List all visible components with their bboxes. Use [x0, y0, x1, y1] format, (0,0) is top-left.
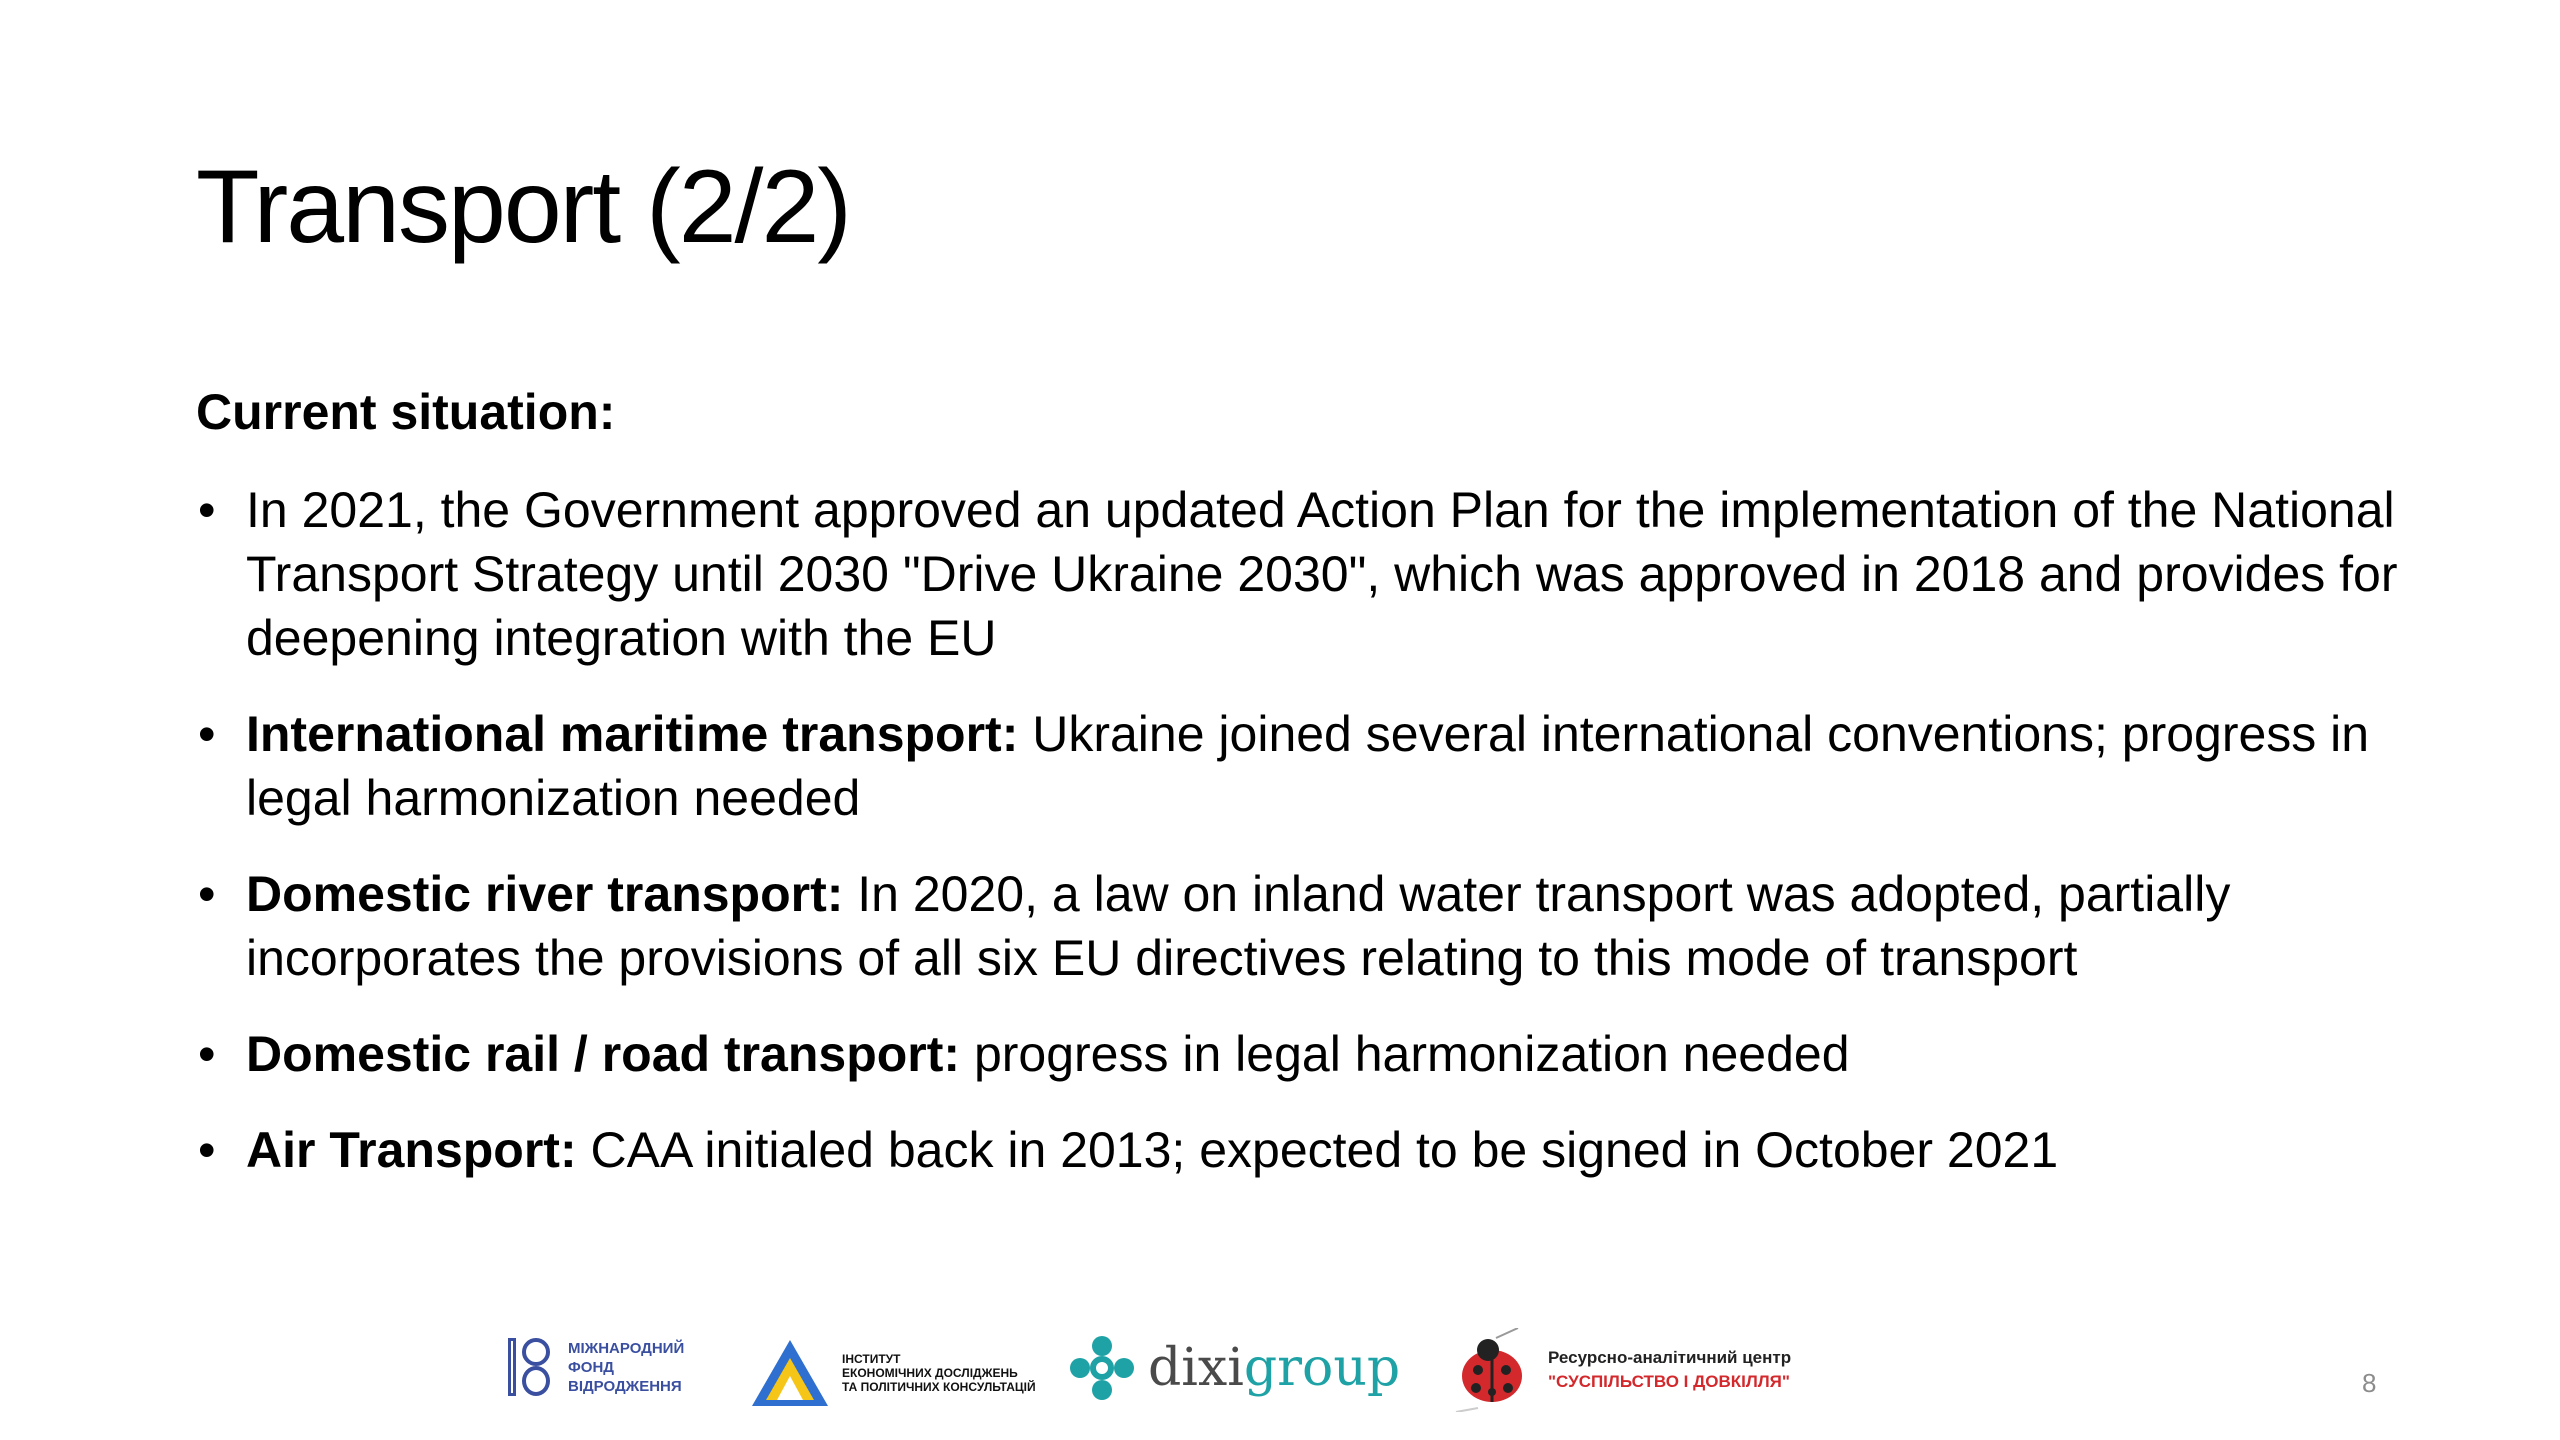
footer-logos — [0, 1320, 2560, 1420]
bullet-heading: International maritime transport: — [246, 706, 1019, 762]
irf-line: ВІДРОДЖЕННЯ — [568, 1377, 682, 1395]
irf-line: ФОНД — [568, 1358, 614, 1376]
ladybug-icon — [1448, 1328, 1536, 1412]
dixigroup-wordmark — [1148, 1338, 1400, 1398]
dixigroup-word-a: dixi — [1148, 1338, 1244, 1398]
ier-triangle-icon — [748, 1336, 832, 1410]
society-environment-logo — [1448, 1328, 1791, 1412]
society-environment-text — [1548, 1346, 1791, 1394]
slide-title: Transport (2/2) — [196, 149, 850, 265]
irf-line: МІЖНАРОДНИЙ — [568, 1339, 685, 1357]
ier-line: ЕКОНОМІЧНИХ ДОСЛІДЖЕНЬ — [842, 1366, 1018, 1380]
bullet-text: Ukraine joined several international conventions; progress in legal harmonization needed — [246, 706, 2370, 826]
irf-logo — [508, 1338, 684, 1396]
irf-logo-text — [568, 1339, 684, 1396]
dixigroup-mark-icon — [1066, 1332, 1138, 1404]
bullet-heading: Domestic rail / road transport: — [246, 1026, 961, 1082]
ier-logo — [748, 1336, 1036, 1410]
bullet-text: CAA initialed back in 2013; expected to be signed in October 2021 — [576, 1122, 2059, 1178]
bullet-item — [196, 702, 2426, 830]
bullet-item — [196, 1022, 2426, 1086]
bullet-item — [196, 1118, 2426, 1182]
section-subheading: Current situation: — [196, 384, 616, 440]
bullet-item — [196, 862, 2426, 990]
bullet-marker: • — [198, 1026, 216, 1082]
bullet-list — [196, 478, 2426, 1214]
ier-line: ТА ПОЛІТИЧНИХ КОНСУЛЬТАЦІЙ — [842, 1380, 1036, 1394]
bullet-text: In 2020, a law on inland water transport was adopted, partially incorporates the provisions of all six EU directives relating to this mode of transport — [246, 866, 2231, 986]
bullet-text: progress in legal harmonization needed — [960, 1026, 1850, 1082]
dixigroup-logo — [1066, 1332, 1400, 1404]
bullet-text: In 2021, the Government approved an updated Action Plan for the implementation of the National Transport Strategy until 2030 "Drive Ukraine 2030", which was approved in 2018 and provides for deepening integration with the EU — [246, 482, 2398, 666]
irf-mark-icon — [508, 1338, 552, 1396]
bullet-item — [196, 478, 2426, 670]
bullet-heading: Air Transport: — [246, 1122, 577, 1178]
ier-line: ІНСТИТУТ — [842, 1352, 901, 1366]
bullet-marker: • — [198, 866, 216, 922]
bullet-heading: Domestic river transport: — [246, 866, 844, 922]
page-number: 8 — [2362, 1368, 2377, 1398]
bullet-marker: • — [198, 482, 216, 538]
ier-logo-text — [842, 1352, 1036, 1394]
dixigroup-word-b: group — [1243, 1338, 1401, 1398]
bug-line-2: "СУСПІЛЬСТВО І ДОВКІЛЛЯ" — [1548, 1372, 1790, 1391]
bug-line-1: Ресурсно-аналітичний центр — [1548, 1348, 1792, 1367]
bullet-marker: • — [198, 1122, 216, 1178]
bullet-marker: • — [198, 706, 216, 762]
